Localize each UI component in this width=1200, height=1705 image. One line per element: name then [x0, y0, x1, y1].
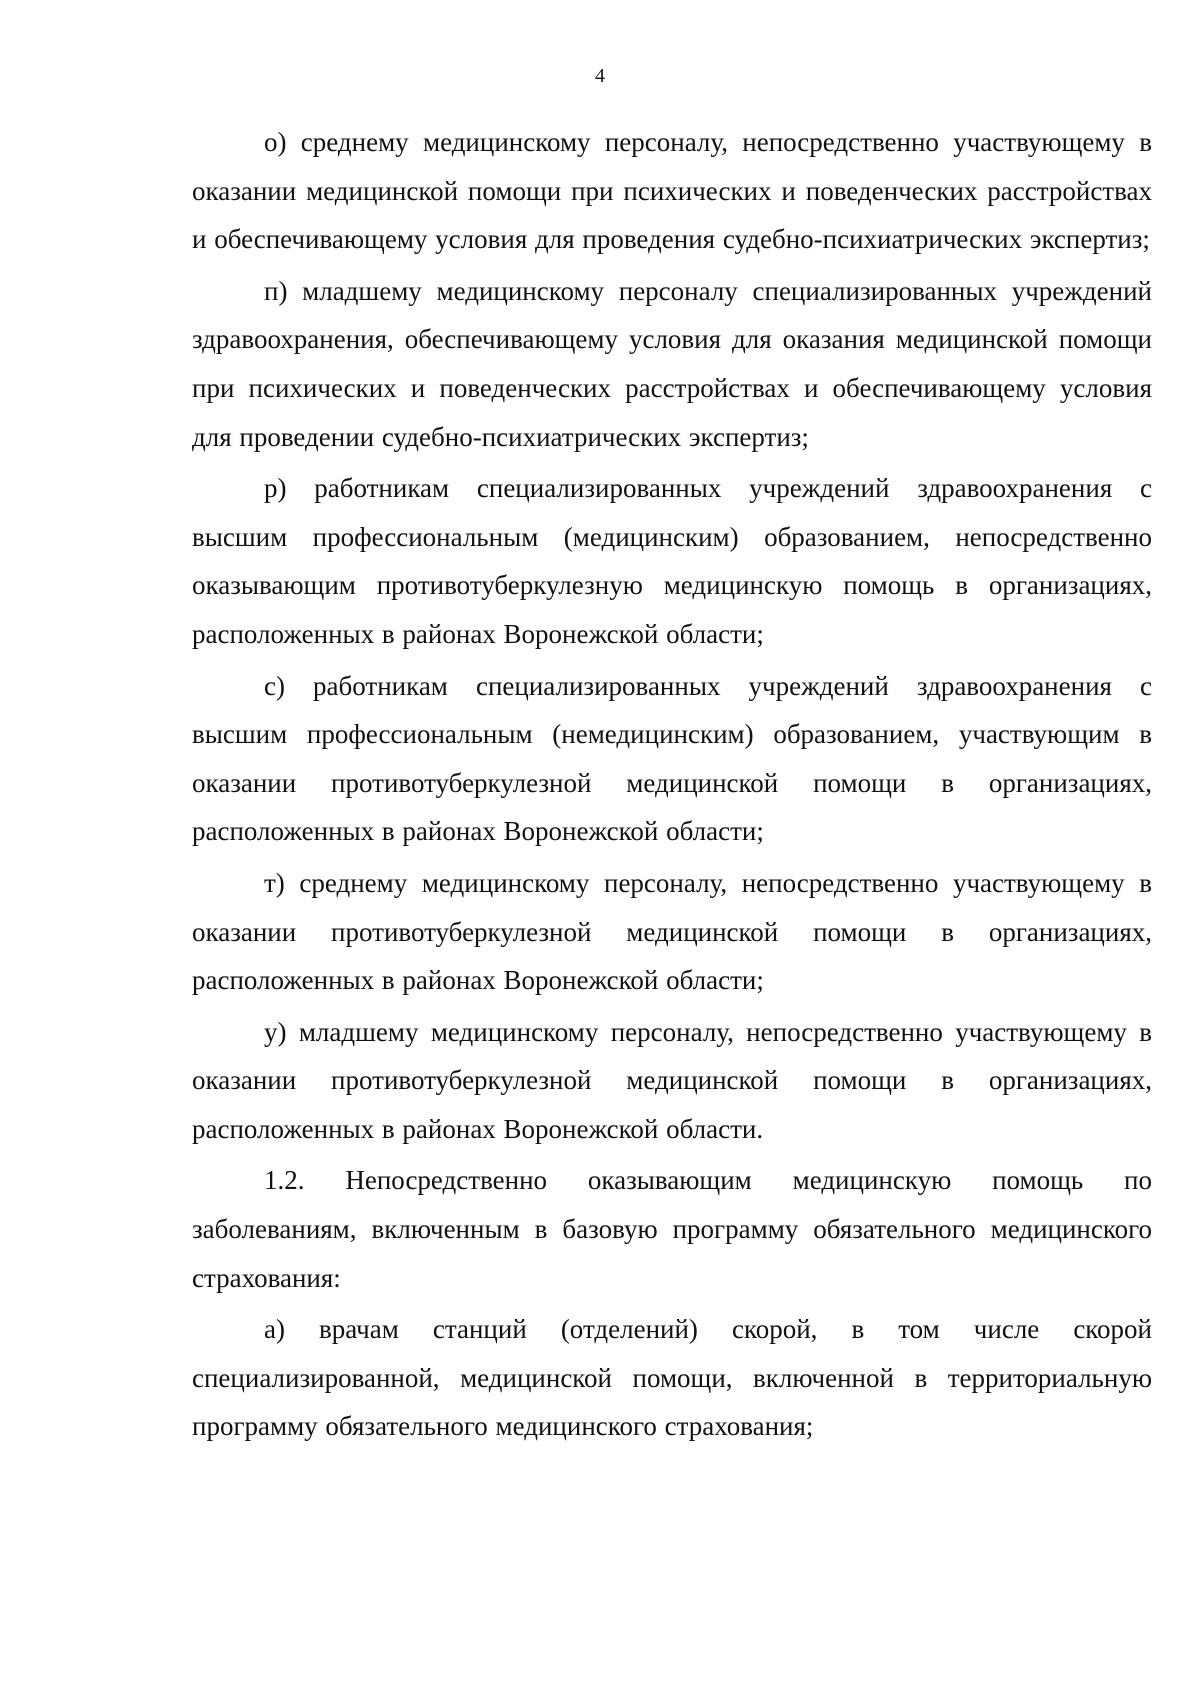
- paragraph-s: с) работникам специализированных учреждений здравоохранения с высшим профессиональным (немедицинским) образованием, участвующим в оказании противотуберкулезной медицинской помощи в организациях, расположенных в районах Воронежской области;: [192, 670, 1152, 847]
- paragraph-r: р) работникам специализированных учреждений здравоохранения с высшим профессиональным (медицинским) образованием, непосредственно оказывающим противотуберкулезную медицинскую помощь в организациях, расположенных в районах Воронежской области;: [192, 473, 1152, 649]
- paragraph-t: т) среднему медицинскому персоналу, непосредственно участвующему в оказании противотуберкулезной медицинской помощи в организациях, расположенных в районах Воронежской области;: [192, 867, 1152, 996]
- paragraph-p: п) младшему медицинскому персоналу специализированных учреждений здравоохранения, обеспечивающему условия для оказания медицинской помощи при психических и поведенческих расстройствах и обеспечивающему условия для проведении судебно-психиатрических экспертиз;: [192, 275, 1152, 452]
- section-1-2-heading: 1.2. Непосредственно оказывающим медицинскую помощь по заболеваниям, включенным в базовую программу обязательного медицинского страхования:: [192, 1165, 1152, 1293]
- paragraph-o: о) среднему медицинскому персоналу, непосредственно участвующему в оказании медицинской помощи при психических и поведенческих расстройствах и обеспечивающему условия для проведения судебно-психиатрических экспертиз;: [192, 127, 1152, 255]
- document-body: [192, 118, 1152, 1454]
- page-number: 4: [595, 65, 605, 87]
- paragraph-u: у) младшему медицинскому персоналу, непосредственно участвующему в оказании противотуберкулезной медицинской помощи в организациях, расположенных в районах Воронежской области.: [192, 1016, 1152, 1144]
- paragraph-a: а) врачам станций (отделений) скорой, в том числе скорой специализированной, медицинской помощи, включенной в территориальную программу обязательного медицинского страхования;: [192, 1314, 1152, 1442]
